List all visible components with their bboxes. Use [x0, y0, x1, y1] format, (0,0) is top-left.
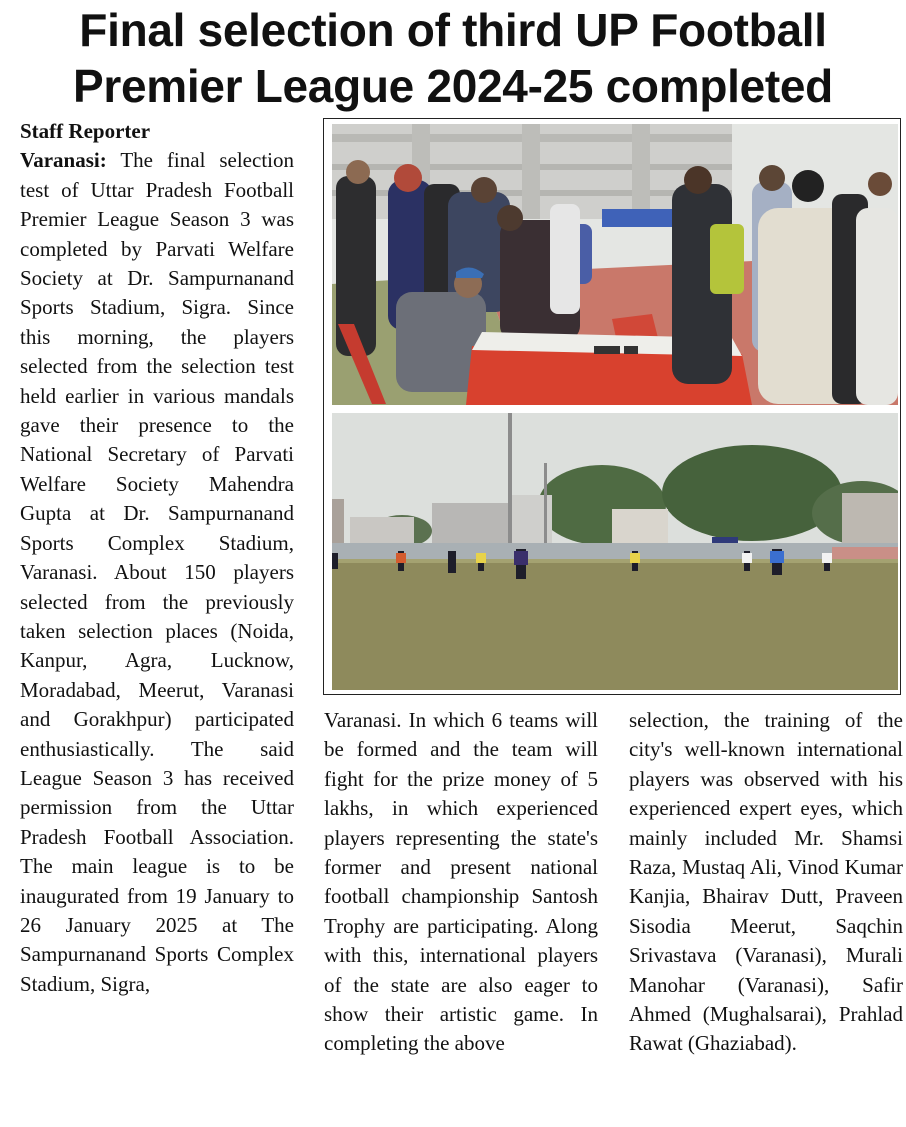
headline-line-1: Final selection of third UP Football: [79, 4, 827, 56]
photo-frame: [323, 118, 901, 695]
column-2-text: Varanasi. In which 6 teams will be formed and the team will fight for the prize money of 5 lakhs, in which experienced players representing the state's former and present national football championship Santosh Trophy are participating. Along with this, international players of the state are also eager to show their artistic game. In completing the above: [324, 708, 598, 1056]
registration-photo: [332, 124, 898, 405]
headline: [0, 2, 906, 114]
column-1-text: The final selection test of Uttar Pradesh Football Premier League Season 3 was completed by Parvati Welfare Society at Dr. Sampurnanand Sports Stadium, Sigra. Since this morning, the players selected from the selection test held earlier in various mandals gave their presence to the National Secretary of Parvati Welfare Society Mahendra Gupta at Dr. Sampurnanand Sports Complex Stadium, Varanasi. About 150 players selected from the previously taken selection places (Noida, Kanpur, Agra, Lucknow, Moradabad, Meerut, Varanasi and Gorakhpur) participated enthusiastically. The said League Season 3 has received permission from the Uttar Pradesh Football Association. The main league is to be inaugurated from 19 January to 26 January 2025 at The Sampurnanand Sports Complex Stadium, Sigra,: [20, 148, 294, 996]
registration-photo-image: [332, 124, 898, 405]
byline: Staff Reporter: [20, 119, 151, 143]
column-3-text: selection, the training of the city's well-known international players was observed with his experienced expert eyes, which mainly included Mr. Shamsi Raza, Mustaq Ali, Vinod Kumar Kanjia, Bhairav Dutt, Praveen Sisodia Meerut, Saqchin Srivastava (Varanasi), Murali Manohar (Varanasi), Safir Ahmed (Mughalsarai), Prahlad Rawat (Ghaziabad).: [629, 708, 903, 1056]
field-photo: [332, 413, 898, 690]
field-photo-image: [332, 413, 898, 690]
headline-line-2: Premier League 2024-25 completed: [73, 60, 833, 112]
article-column-2: [324, 706, 598, 1059]
article-paragraph-1: [20, 146, 294, 999]
article-column-3: [629, 706, 903, 1059]
dateline: Varanasi:: [20, 148, 107, 173]
article-column-1: [20, 117, 294, 999]
